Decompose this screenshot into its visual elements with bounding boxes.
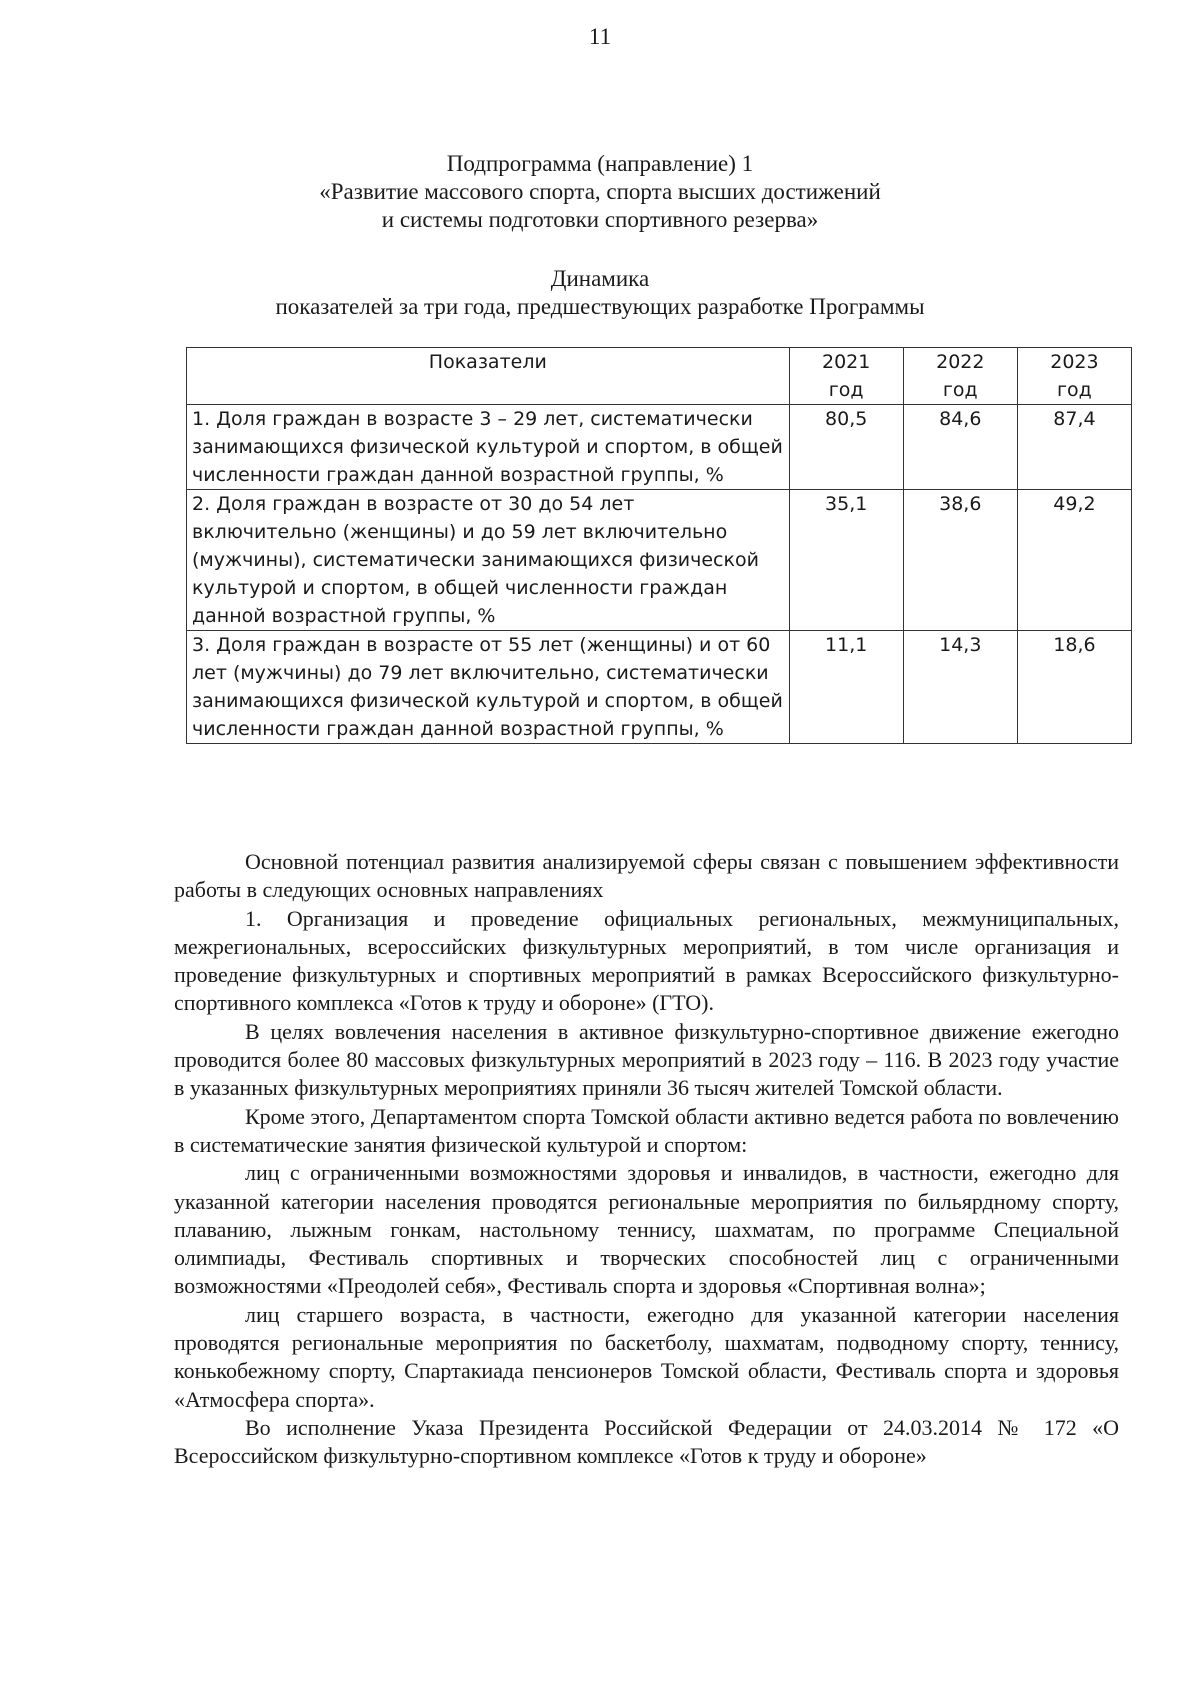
indicator-name: 2. Доля граждан в возрасте от 30 до 54 лет включительно (женщины) и до 59 лет включительно (мужчины), систематически занимающихся физической культурой и спортом, в общей численности граждан данной возрастной группы, %: [187, 490, 790, 631]
paragraph: Во исполнение Указа Президента Российской Федерации от 24.03.2014 № 172 «О Всероссийском физкультурно-спортивном комплексе «Готов к труду и обороне»: [174, 1414, 1119, 1469]
value-2023: 18,6: [1017, 631, 1131, 744]
value-2022: 14,3: [903, 631, 1017, 744]
paragraph: Основной потенциал развития анализируемой сферы связан с повышением эффективности работы в следующих основных направлениях: [174, 849, 1119, 903]
header-year-2022: [903, 348, 1017, 405]
value-2021: 35,1: [789, 490, 903, 631]
paragraph: 1. Организация и проведение официальных региональных, межмуниципальных, межрегиональных, всероссийских физкультурных мероприятий, в том числе организация и проведение физкультурных и спортивных мероприятий в рамках Всероссийского физкультурно-спортивного комплекса «Готов к труду и обороне» (ГТО).: [174, 905, 1119, 1016]
header-year-unit: год: [942, 379, 978, 401]
indicators-table: [186, 347, 1132, 744]
table-row: [187, 631, 1132, 744]
table-header-row: [187, 348, 1132, 405]
dynamics-subtitle: показателей за три года, предшествующих разработке Программы: [275, 294, 925, 319]
header-year-value: 2022: [936, 351, 985, 373]
header-year-unit: год: [828, 379, 864, 401]
paragraph: В целях вовлечения населения в активное физкультурно-спортивное движение ежегодно проводится более 80 массовых физкультурных мероприятий в 2023 году – 116. В 2023 году участие в указанных физкультурных мероприятиях приняли 36 тысяч жителей Томской области.: [174, 1018, 1119, 1101]
header-year-2021: [789, 348, 903, 405]
subprogram-title: Подпрограмма (направление) 1: [446, 151, 754, 176]
page-number: 11: [588, 24, 612, 49]
value-2023: 49,2: [1017, 490, 1131, 631]
header-year-unit: год: [1057, 379, 1092, 401]
subprogram-heading: [0, 150, 1200, 234]
dynamics-heading: [0, 265, 1200, 321]
value-2022: 38,6: [903, 490, 1017, 631]
header-year-value: 2023: [1050, 351, 1099, 373]
table-row: [187, 490, 1132, 631]
value-2021: 11,1: [789, 631, 903, 744]
value-2021: 80,5: [789, 405, 903, 490]
body-text: [174, 848, 1119, 1471]
paragraph: лиц с ограниченными возможностями здоровья и инвалидов, в частности, ежегодно для указанной категории населения проводятся региональные мероприятия по бильярдному спорту, плаванию, лыжным гонкам, настольному теннису, шахматам, по программе Специальной олимпиады, Фестиваль спортивных и творческих способностей лиц с ограниченными возможностями «Преодолей себя», Фестиваль спорта и здоровья «Спортивная волна»;: [174, 1160, 1119, 1299]
dynamics-title: Динамика: [550, 266, 650, 291]
subprogram-name-line-1: «Развитие массового спорта, спорта высших достижений: [319, 179, 881, 204]
header-year-2023: [1017, 348, 1131, 405]
indicator-name: 3. Доля граждан в возрасте от 55 лет (женщины) и от 60 лет (мужчины) до 79 лет включительно, систематически занимающихся физической культурой и спортом, в общей численности граждан данной возрастной группы, %: [187, 631, 790, 744]
paragraph: Кроме этого, Департаментом спорта Томской области активно ведется работа по вовлечению в систематические занятия физической культурой и спортом:: [174, 1103, 1119, 1157]
indicator-name: 1. Доля граждан в возрасте 3 – 29 лет, систематически занимающихся физической культурой и спортом, в общей численности граждан данной возрастной группы, %: [187, 405, 790, 490]
value-2023: 87,4: [1017, 405, 1131, 490]
paragraph: лиц старшего возраста, в частности, ежегодно для указанной категории населения проводятся региональные мероприятия по баскетболу, шахматам, подводному спорту, теннису, конькобежному спорту, Спартакиада пенсионеров Томской области, Фестиваль спорта и здоровья «Атмосфера спорта».: [174, 1301, 1119, 1412]
header-year-value: 2021: [822, 351, 871, 373]
value-2022: 84,6: [903, 405, 1017, 490]
table-row: [187, 405, 1132, 490]
header-indicators: Показатели: [187, 348, 790, 405]
subprogram-name-line-2: и системы подготовки спортивного резерва»: [381, 207, 819, 232]
